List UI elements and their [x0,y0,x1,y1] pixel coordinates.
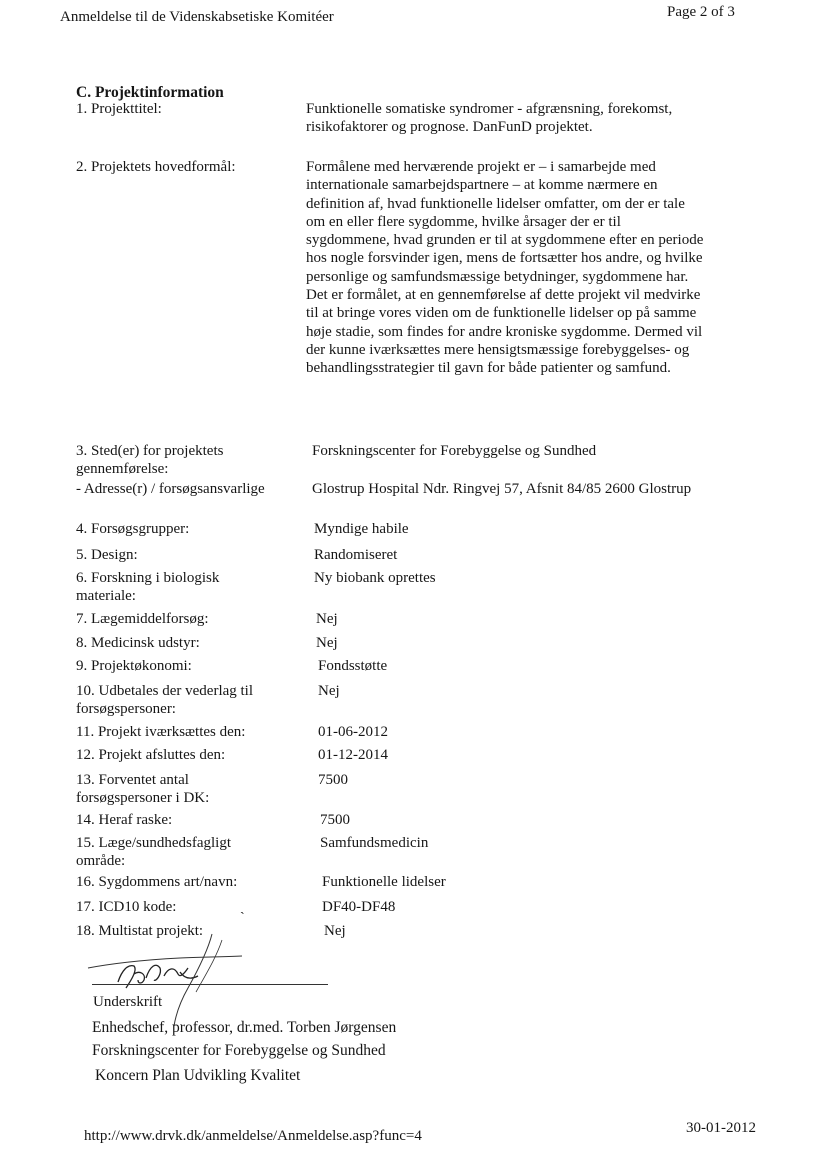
document-header-title: Anmeldelse til de Videnskabsetiske Komitéer [60,9,334,25]
field-label: 13. Forventet antal forsøgspersoner i DK: [76,772,210,807]
field-label: 5. Design: [76,547,138,563]
field-label: 8. Medicinsk udstyr: [76,635,200,651]
field-label: 7. Lægemiddelforsøg: [76,611,209,627]
field-label: 10. Udbetales der vederlag til forsøgspersoner: [76,683,254,718]
field-label: 12. Projekt afsluttes den: [76,747,226,763]
field-value: Funktionelle somatiske syndromer - afgrænsning, forekomst, risikofaktorer og prognose. DanFunD projektet. [306,101,673,136]
field-label: 9. Projektøkonomi: [76,658,192,674]
section-heading: C. Projektinformation [76,84,224,101]
field-value: Nej [316,611,338,627]
field-value: Forskningscenter for Forebyggelse og Sundhed [312,443,597,459]
field-value: Glostrup Hospital Ndr. Ringvej 57, Afsnit 84/85 2600 Glostrup [312,481,692,497]
field-value: Formålene med herværende projekt er – i samarbejde med internationale samarbejdspartnere – at komme nærmere en definition af, hvad funktionelle lidelser omfatter, om der er tale om en eller flere sygdomme, hvilke årsager der er til sygdommene, hvad grunden er til at sygdommene efter en periode hos nogle forsvinder igen, mens de fortsætter hos andre, og hvilke personlige og samfundsmæssige betydninger, sygdommene har. Det er formålet, at en gennemførelse af dette projekt vil medvirke til at bringe vores viden om de funktionelle lidelser op på samme høje stadie, som findes for andre kroniske sygdomme. Dermed vil der kunne iværksættes mere hensigtsmæssige forebyggelses- og behandlingsstrategier til gavn for både patienter og samfund. [306,159,704,377]
field-value: Fondsstøtte [318,658,388,674]
field-label: 14. Heraf raske: [76,812,173,828]
field-value: Randomiseret [314,547,398,563]
field-label: 15. Læge/sundhedsfagligt område: [76,835,231,870]
field-label: 16. Sygdommens art/navn: [76,874,238,890]
field-label: 4. Forsøgsgrupper: [76,521,190,537]
field-value: Nej [316,635,338,651]
field-value: 01-12-2014 [318,747,388,763]
field-value: 7500 [320,812,350,828]
field-value: Nej [324,923,346,939]
field-value: DF40-DF48 [322,899,396,915]
field-value: Myndige habile [314,521,409,537]
pen-mark-icon: ˏ [240,900,245,915]
field-value: Funktionelle lidelser [322,874,446,890]
field-value: Samfundsmedicin [320,835,429,851]
field-label: - Adresse(r) / forsøgsansvarlige [76,481,265,497]
signature-label: Underskrift [93,994,163,1010]
field-label: 18. Multistat projekt: [76,923,204,939]
field-value: Ny biobank oprettes [314,570,436,586]
handwritten-signature [80,930,250,1030]
field-value: 01-06-2012 [318,724,388,740]
signer-name: Enhedschef, professor, dr.med. Torben Jørgensen [92,1019,397,1036]
field-label: 3. Sted(er) for projektets gennemførelse: [76,443,224,478]
signer-organization: Forskningscenter for Forebyggelse og Sundhed [92,1042,386,1059]
field-label: 11. Projekt iværksættes den: [76,724,246,740]
signature-line [92,984,328,985]
field-label: 17. ICD10 kode: [76,899,177,915]
signer-unit: Koncern Plan Udvikling Kvalitet [95,1067,301,1084]
page-indicator: Page 2 of 3 [667,4,735,20]
field-label: 1. Projekttitel: [76,101,162,117]
field-label: 2. Projektets hovedformål: [76,159,236,175]
field-value: Nej [318,683,340,699]
field-value: 7500 [318,772,348,788]
footer-url: http://www.drvk.dk/anmeldelse/Anmeldelse.asp?func=4 [84,1128,422,1144]
field-label: 6. Forskning i biologisk materiale: [76,570,220,605]
footer-date: 30-01-2012 [686,1120,756,1136]
